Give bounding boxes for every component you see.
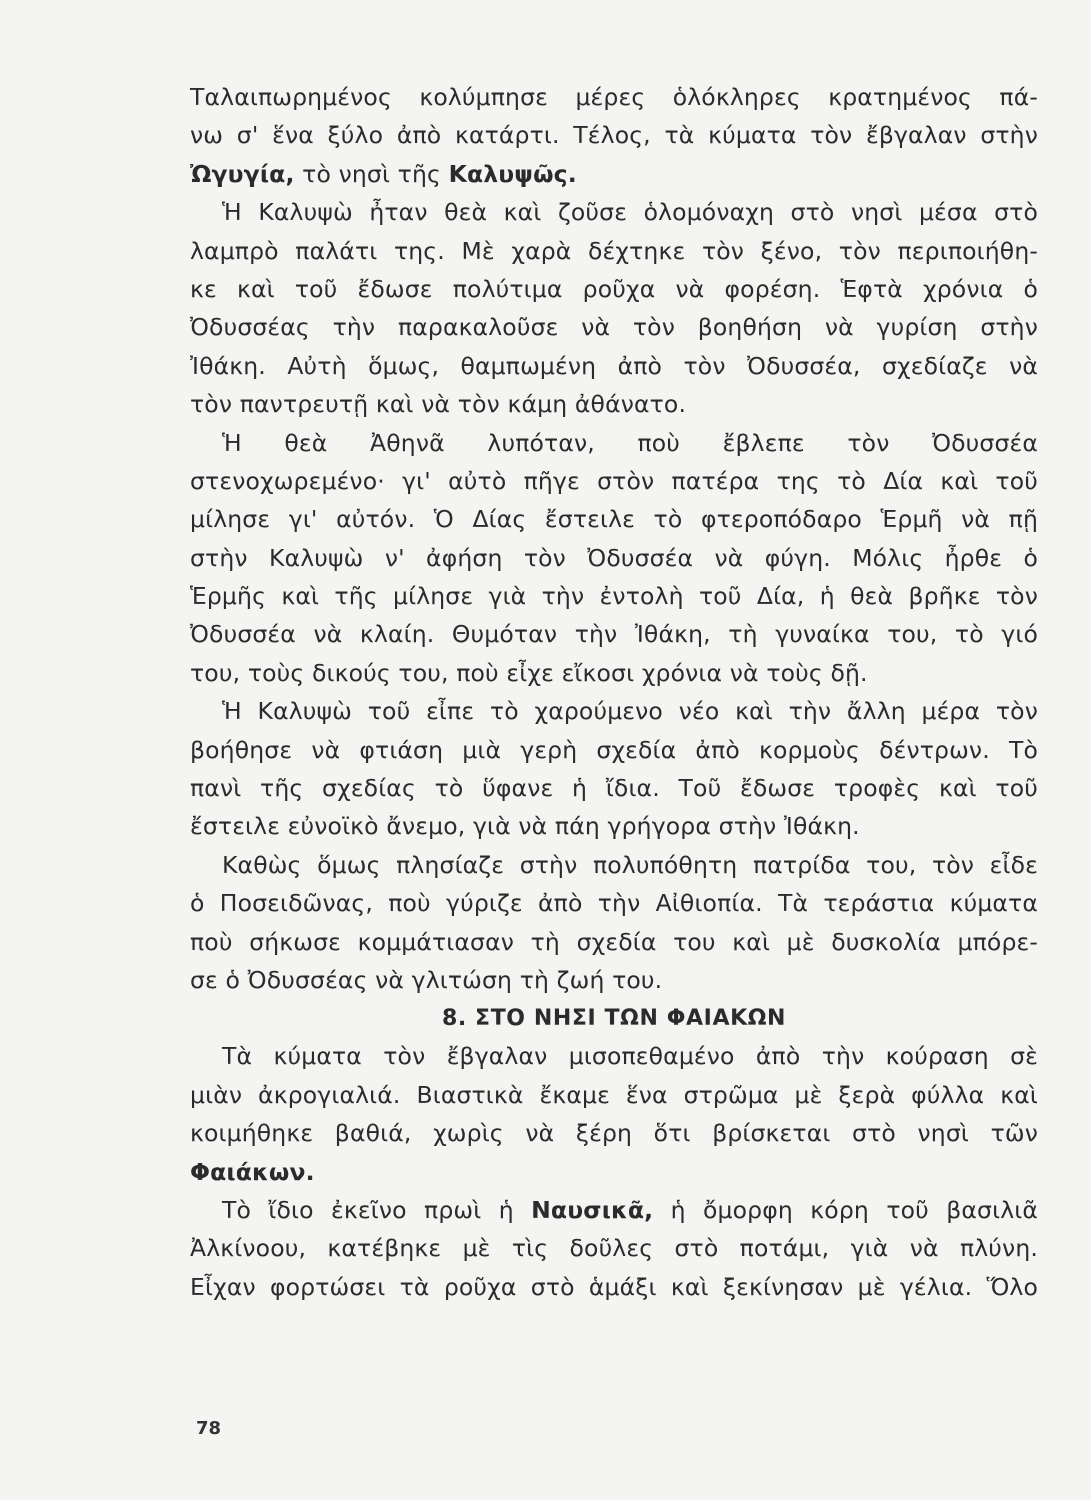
text-line: Ἡ Καλυψὼ ἦταν θεὰ καὶ ζοῦσε ὁλομόναχη στὸ νησὶ μέσα στὸ	[222, 198, 1038, 227]
text-line: Ὀδυσσέα νὰ κλαίη. Θυμόταν τὴν Ἰθάκη, τὴ γυναίκα του, τὸ γιό	[190, 620, 1038, 649]
text-line: μιὰν ἀκρογιαλιά. Βιαστικὰ ἔκαμε ἕνα στρῶμα μὲ ξερὰ φύλλα καὶ	[190, 1080, 1038, 1109]
section-heading: 8. ΣΤΟ ΝΗΣΙ ΤΩΝ ΦΑΙΑΚΩΝ	[441, 1006, 787, 1032]
text-line: Ἡ Καλυψὼ τοῦ εἶπε τὸ χαρούμενο νέο καὶ τὴν ἄλλη μέρα τὸν	[222, 697, 1038, 726]
text-line	[190, 155, 1038, 193]
text-line: Ταλαιπωρημένος κολύμπησε μέρες ὁλόκληρες κρατημένος πά-	[190, 83, 1038, 111]
text-line: Ἑρμῆς καὶ τῆς μίλησε γιὰ τὴν ἐντολὴ τοῦ Δία, ἡ θεὰ βρῆκε τὸν	[190, 582, 1038, 611]
text-fragment: Τὸ ἴδιο ἐκεῖνο πρωὶ ἡ	[222, 1195, 532, 1224]
page-number: 78	[196, 1418, 222, 1439]
text-line: Ἰθάκη. Αὐτὴ ὅμως, θαμπωμένη ἀπὸ τὸν Ὀδυσσέα, σχεδίαζε νὰ	[190, 351, 1038, 380]
text-line: ποὺ σήκωσε κομμάτιασαν τὴ σχεδία του καὶ μὲ δυσκολία μπόρε-	[190, 927, 1038, 956]
text-line: στὴν Καλυψὼ ν' ἀφήση τὸν Ὀδυσσέα νὰ φύγη. Μόλις ἦρθε ὁ	[190, 543, 1038, 572]
text-fragment: τὸ νησὶ τῆς	[294, 159, 449, 188]
name-faiakon: Φαιάκων.	[190, 1157, 315, 1186]
text-line: στενοχωρεμένο· γι' αὐτὸ πῆγε στὸν πατέρα της τὸ Δία καὶ τοῦ	[190, 466, 1038, 495]
text-line: του, τοὺς δικούς του, ποὺ εἶχε εἴκοσι χρόνια νὰ τοὺς δῇ.	[190, 658, 868, 687]
text-line: Ὀδυσσέας τὴν παρακαλοῦσε νὰ τὸν βοηθήση νὰ γυρίση στὴν	[190, 313, 1038, 342]
text-line: Εἶχαν φορτώσει τὰ ροῦχα στὸ ἁμάξι καὶ ξεκίνησαν μὲ γέλια. Ὅλο	[190, 1272, 1038, 1301]
text-line: νω σ' ἕνα ξύλο ἀπὸ κατάρτι. Τέλος, τὰ κύματα τὸν ἔβγαλαν στὴν	[190, 121, 1038, 150]
name-kalypso: Καλυψῶς.	[448, 159, 577, 188]
text-line: Ἡ θεὰ Ἀθηνᾶ λυπόταν, ποὺ ἔβλεπε τὸν Ὀδυσσέα	[222, 428, 1038, 457]
text-line: λαμπρὸ παλάτι της. Μὲ χαρὰ δέχτηκε τὸν ξένο, τὸν περιποιήθη-	[190, 236, 1038, 265]
name-nausika: Ναυσικᾶ,	[531, 1195, 654, 1224]
place-name-ogygia: Ὠγυγία,	[190, 159, 295, 188]
text-line	[190, 1153, 1038, 1191]
text-line: κε καὶ τοῦ ἔδωσε πολύτιμα ροῦχα νὰ φορέση. Ἑφτὰ χρόνια ὁ	[190, 274, 1038, 303]
text-line: μίλησε γι' αὐτόν. Ὁ Δίας ἔστειλε τὸ φτεροπόδαρο Ἑρμῆ νὰ πῇ	[190, 505, 1038, 534]
text-line: βοήθησε νὰ φτιάση μιὰ γερὴ σχεδία ἀπὸ κορμοὺς δέντρων. Τὸ	[190, 735, 1038, 764]
text-body	[190, 78, 1038, 1306]
text-line: πανὶ τῆς σχεδίας τὸ ὕφανε ἡ ἴδια. Τοῦ ἔδωσε τροφὲς καὶ τοῦ	[190, 774, 1038, 803]
text-line: κοιμήθηκε βαθιά, χωρὶς νὰ ξέρη ὅτι βρίσκεται στὸ νησὶ τῶν	[190, 1119, 1038, 1148]
text-line: σε ὁ Ὀδυσσέας νὰ γλιτώση τὴ ζωή του.	[190, 965, 663, 994]
text-line: ἔστειλε εὐνοϊκὸ ἄνεμο, γιὰ νὰ πάη γρήγορα στὴν Ἰθάκη.	[190, 812, 860, 841]
text-line: Τὰ κύματα τὸν ἔβγαλαν μισοπεθαμένο ἀπὸ τὴν κούραση σὲ	[222, 1042, 1038, 1071]
text-line: ὁ Ποσειδῶνας, ποὺ γύριζε ἀπὸ τὴν Αἰθιοπία. Τὰ τεράστια κύματα	[190, 889, 1038, 918]
text-fragment: ἡ ὄμορφη κόρη τοῦ βασιλιᾶ	[653, 1195, 1038, 1224]
text-line	[190, 1191, 1038, 1229]
text-line: τὸν παντρευτῇ καὶ νὰ τὸν κάμη ἀθάνατο.	[190, 390, 687, 419]
text-line: Ἀλκίνοου, κατέβηκε μὲ τὶς δοῦλες στὸ ποτάμι, γιὰ νὰ πλύνη.	[190, 1234, 1038, 1263]
text-line: Καθὼς ὅμως πλησίαζε στὴν πολυπόθητη πατρίδα του, τὸν εἶδε	[222, 850, 1038, 879]
